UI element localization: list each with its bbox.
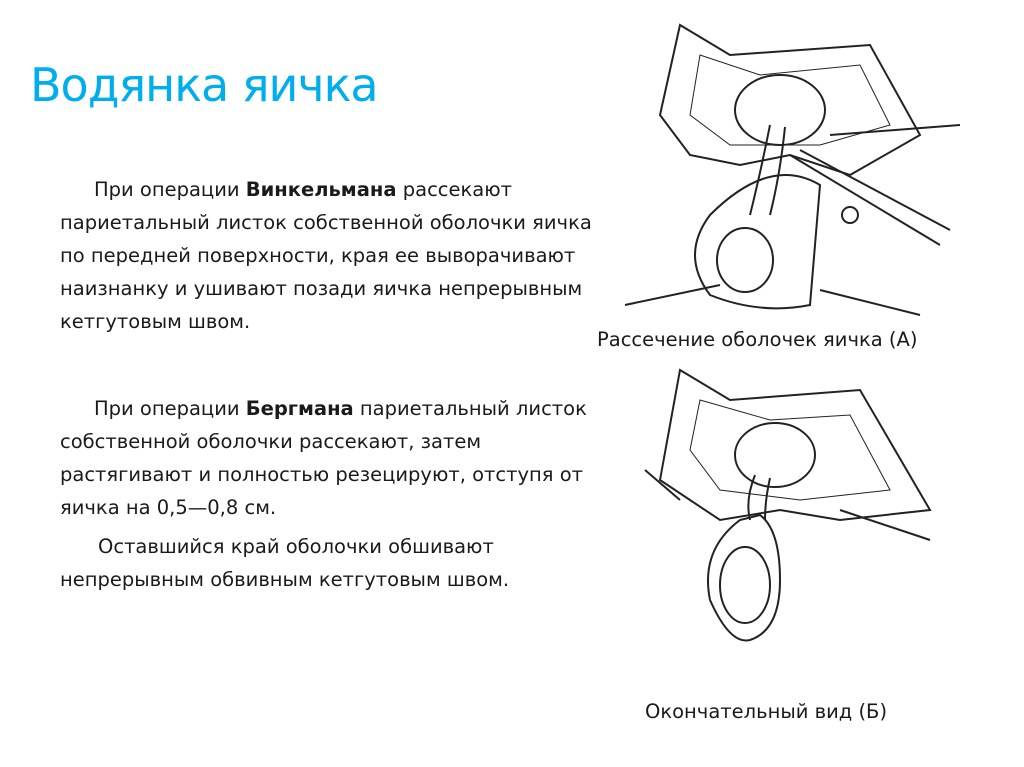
text: При операции xyxy=(94,397,246,420)
paragraph-bergmann xyxy=(60,392,605,524)
caption-a: Рассечение оболочек яичка (А) xyxy=(597,328,918,351)
bold-term: Винкельмана xyxy=(245,178,397,201)
text: При операции xyxy=(94,178,246,201)
illustration-b xyxy=(640,360,935,655)
illustration-a xyxy=(620,15,965,335)
slide-title: Водянка яичка xyxy=(30,58,378,112)
text: Оставшийся край оболочки обшивают непрерывным обвивным кетгутовым швом. xyxy=(60,535,510,591)
paragraph-winkelmann xyxy=(60,173,620,338)
bold-term: Бергмана xyxy=(245,397,354,420)
caption-b: Окончательный вид (Б) xyxy=(645,700,888,723)
text: париетальный листок собственной оболочки рассекают, затем растягивают и полностью резецируют, отступя от яичка на 0,5—0,8 см. xyxy=(60,397,587,519)
text: рассекают париетальный листок собственной оболочки яичка по передней поверхности, края ее выворачивают наизнанку и ушивают позади яичка непрерывным кетгутовым швом. xyxy=(60,178,592,333)
paragraph-suture xyxy=(60,530,605,596)
